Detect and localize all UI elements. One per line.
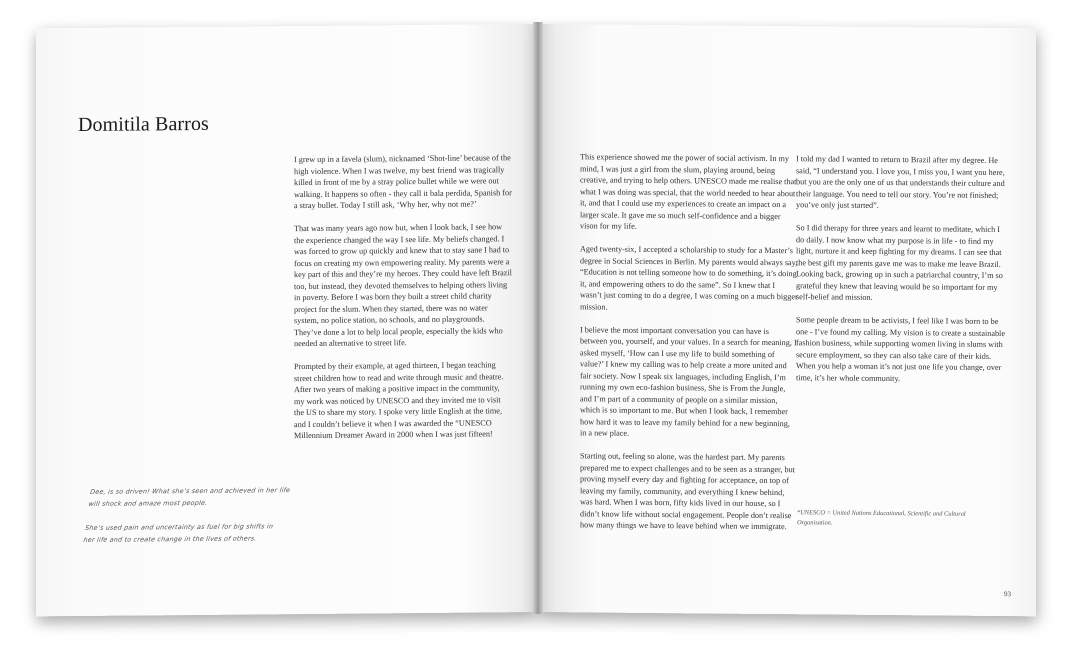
handwritten-note — [81, 484, 291, 558]
page-title: Domitila Barros — [78, 112, 209, 136]
paragraph: I believe the most important conversation you can have is between you, yourself, and your values. In a search for meaning, I asked myself, ‘How can I use my life to build something of value?’ I knew my calling was to help create a more united and fair society. Now I speak six languages, including English, I’m running my own eco-fashion business, She is From the Jungle, and I’m part of a community of people on a similar mission, which is so important to me. But when I look back, I remember how hard it was to leave my family behind for a new beginning, in a new place. — [580, 324, 797, 438]
handwritten-note-line: Dee, is so driven! What she’s seen and achieved in her life will shock and amaze most people. — [87, 486, 291, 508]
handwritten-note-line: She’s used pain and uncertainty as fuel for big shifts in her life and to create change in the lives of others. — [82, 522, 274, 544]
paragraph: I told my dad I wanted to return to Brazil after my degree. He said, “I understand you. I love you, I miss you, I want you here, but you are the only one of us that understands their culture and their language. You need to tell our story. You’re not finished; you’ve only just started”. — [796, 154, 1005, 210]
paragraph: So I did therapy for three years and learnt to meditate, which I do daily. I now know what my purpose is in life - to find my light, nurture it and keep fighting for my dreams. I can see that the best gift my parents gave me was to make me leave Brazil. Looking back, growing up in such a patriarchal country, I’m so grateful they knew that leaving would be so important for my self-belief and mission. — [796, 223, 1003, 302]
paragraph: Starting out, feeling so alone, was the hardest part. My parents prepared me to expect challenges and to be seen as a stranger, but proving myself every day and fighting for acceptance, on top of leaving my family, community, and everything I knew behind, was hard. When I was born, fifty kids lived in our house, so I didn’t know life without social engagement. People don’t realise how many things we have to leave behind when we immigrate. — [580, 451, 795, 532]
paragraph: This experience showed me the power of social activism. In my mind, I was just a girl from the slum, playing around, being creative, and trying to help others. UNESCO made me realise that what I was doing was special, that the world needed to hear about it, and that I could use my experiences to create an impact on a larger scale. It gave me so much self-confidence and a bigger vison for my life. — [580, 152, 797, 231]
left-page-text-column — [294, 152, 512, 441]
paragraph: Prompted by their example, at aged thirteen, I began teaching street children how to read and write through music and theatre. After two years of making a positive impact in the community, my work was noticed by UNESCO and they invited me to visit the US to share my story. I spoke very little English at the time, and I couldn’t believe it when I was awarded the “UNESCO Millennium Dreamer Award in 2000 when I was just fifteen! — [294, 360, 504, 441]
right-page-text-column-2 — [796, 153, 1010, 385]
left-page — [36, 24, 536, 616]
book-gutter — [533, 22, 543, 614]
paragraph: I grew up in a favela (slum), nicknamed ‘Shot-line’ because of the high violence. When I was twelve, my best friend was tragically killed in front of me by a stray police bullet while we were out walking. It happens so often - they call it bala perdida, Spanish for a stray bullet. Today I still ask, ‘Why her, why not me?’ — [294, 153, 512, 211]
right-page-text-column-1 — [580, 151, 798, 532]
paragraph: Aged twenty-six, I accepted a scholarship to study for a Master’s degree in Social Sciences in Berlin. My parents would always say, “Education is not telling someone how to do something, it’s doing it, and empowering others to do the same”. So I knew that I wasn’t just coming to do a degree, I was coming on a much bigger mission. — [580, 244, 798, 312]
page-number: 93 — [1004, 590, 1011, 599]
right-page — [540, 24, 1036, 616]
footnote: *UNESCO = United Nations Educational, Scientific and Cultural Organisation. — [797, 509, 966, 527]
paragraph: That was many years ago now but, when I look back, I see how the experience changed the way I see life. My beliefs changed. I was forced to grow up quickly and knew that to stay sane I had to focus on creating my own empowering reality. My parents were a key part of this and they’re my heroes. They could have left Brazil too, but instead, they devoted themselves to helping others living in poverty. Before I was born they built a street child charity project for the slum. When they started, there was no water system, no police station, no schools, and no playgrounds. They’ve done a lot to help local people, especially the kids who needed an alternative to street life. — [294, 222, 512, 349]
paragraph: Some people dream to be activists, I feel like I was born to be one - I’ve found my calling. My vision is to create a sustainable fashion business, while supporting women living in slums with secure employment, so they can also take care of their kids. When you help a woman it’s not just one life you change, over time, it’s her whole community. — [796, 315, 1005, 383]
